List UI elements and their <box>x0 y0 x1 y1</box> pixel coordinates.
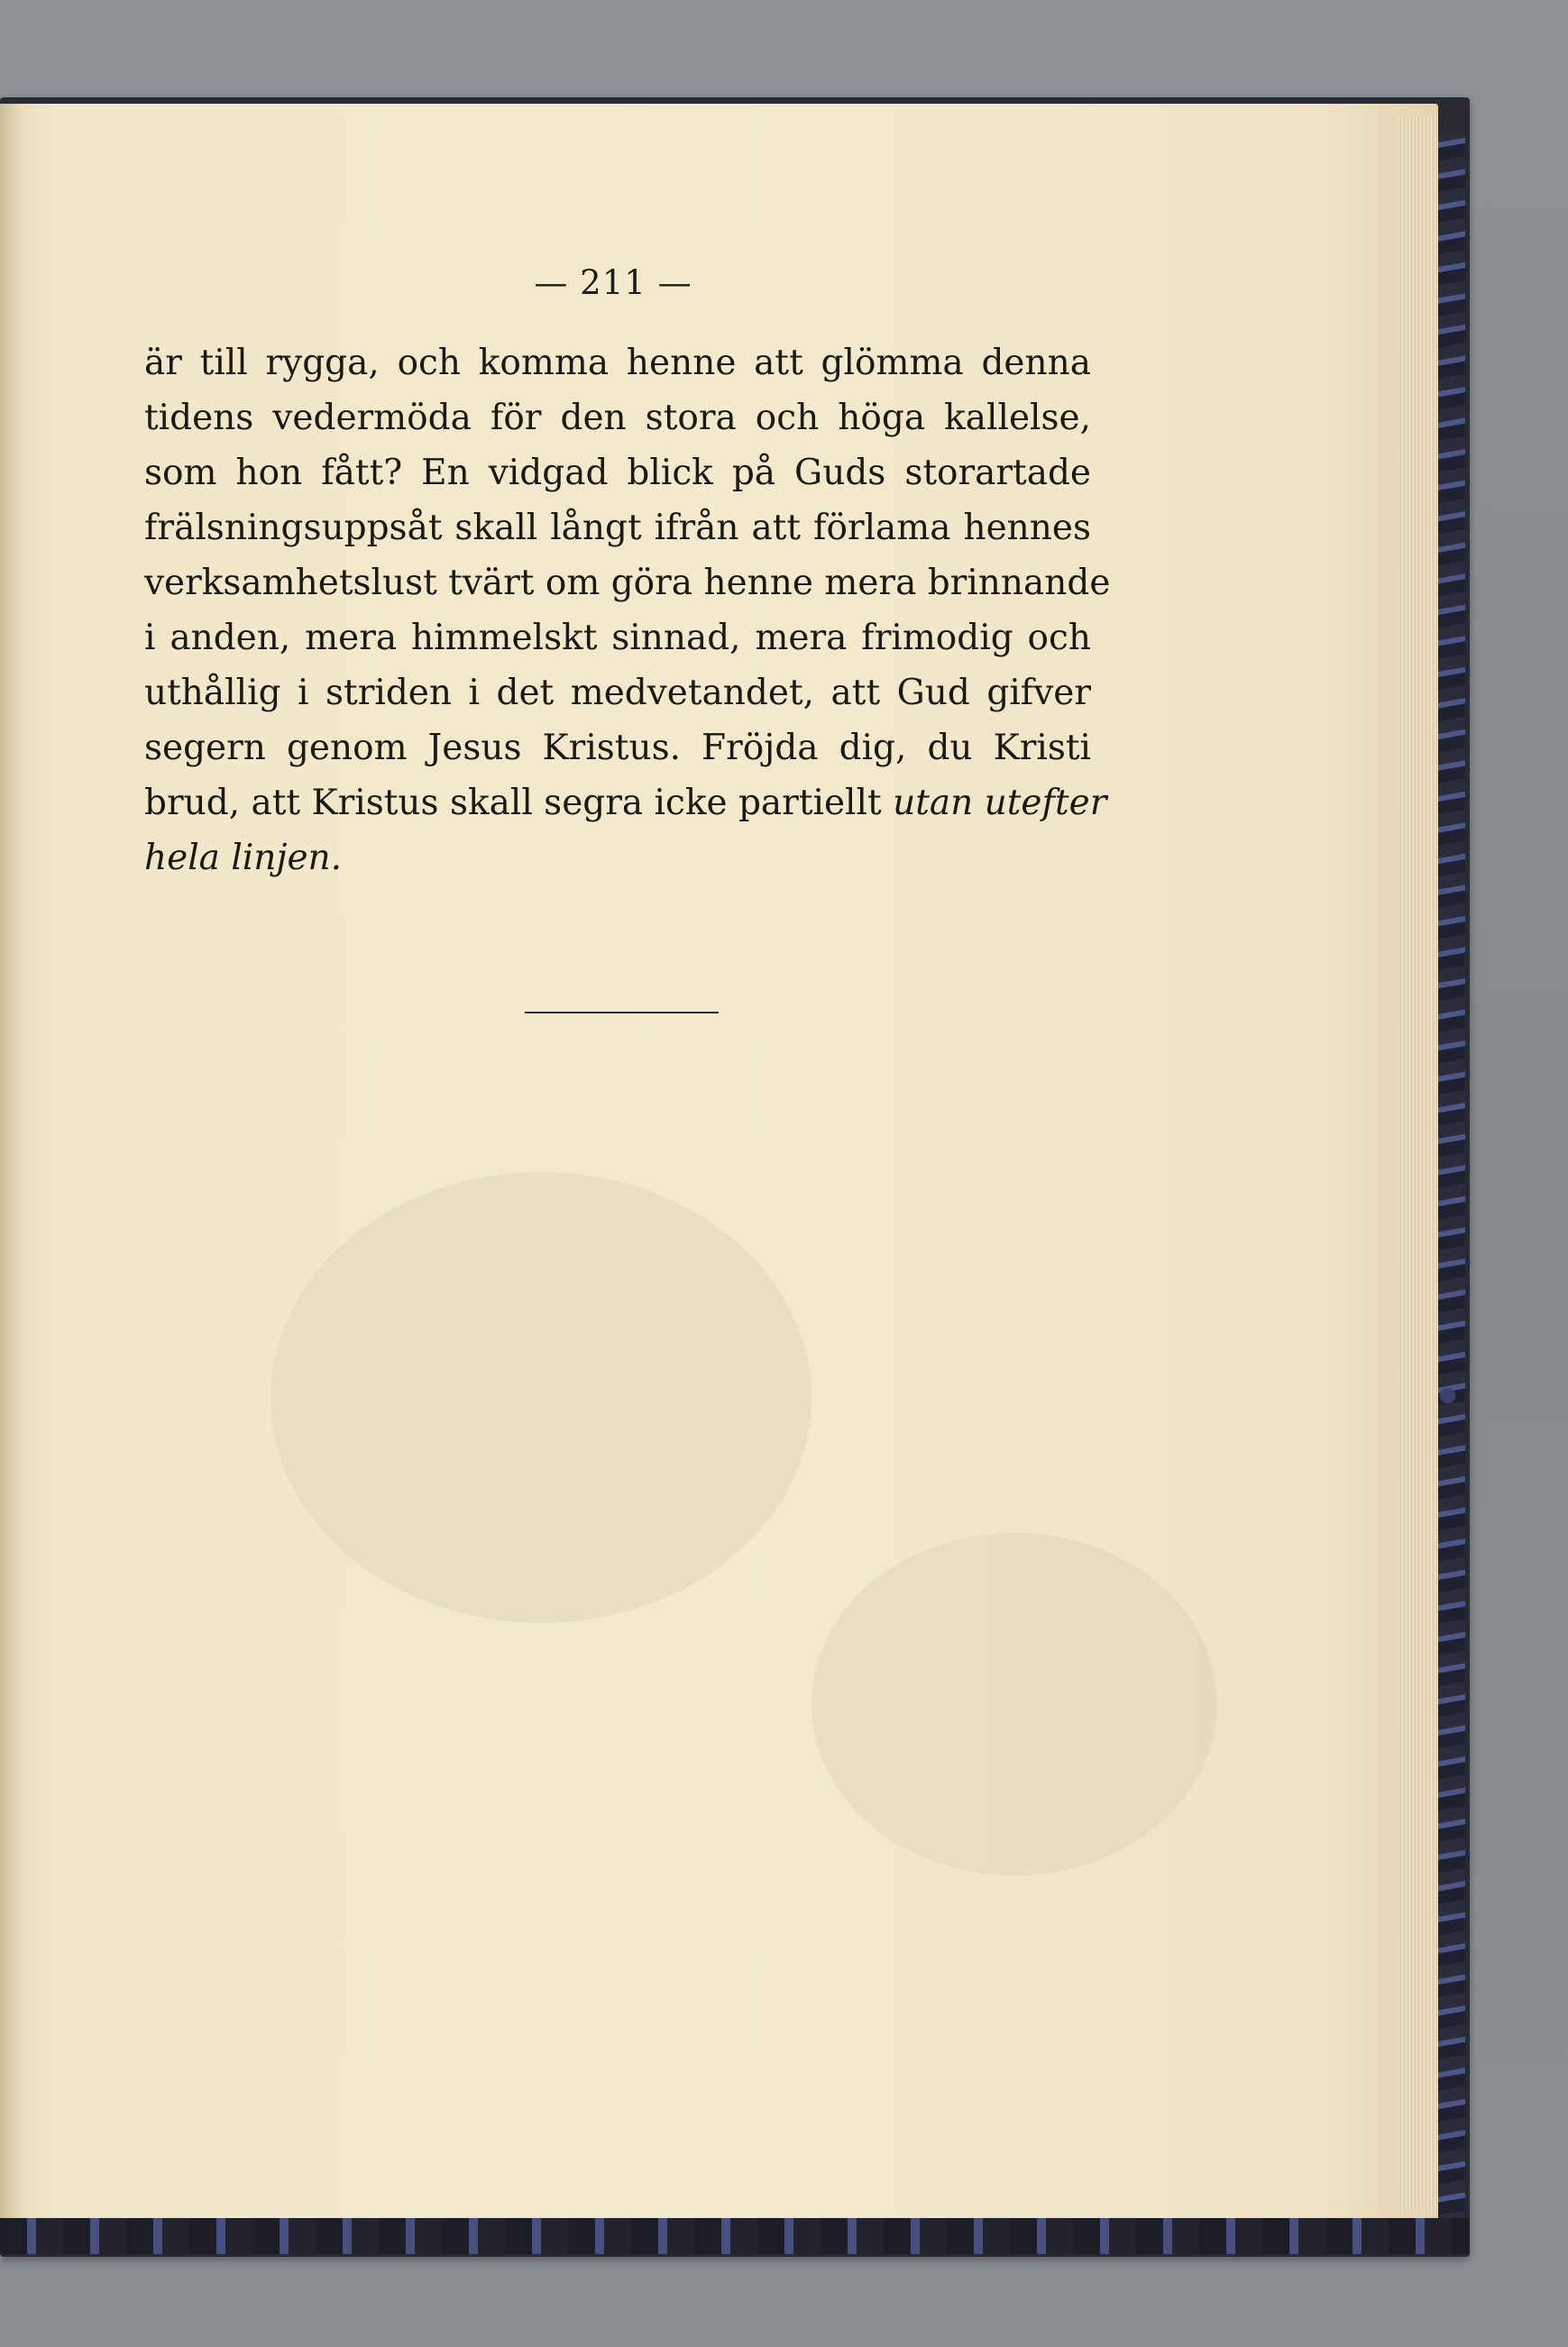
text-line: segern genom Jesus Kristus. Fröjda dig, du Kristi <box>144 728 1091 768</box>
text-line: är till rygga, och komma henne att glömma denna <box>144 343 1091 383</box>
paper-stain <box>271 1172 812 1623</box>
text-line: verksamhetslust tvärt om göra henne mera brinnande <box>144 563 1111 603</box>
paper-stain <box>812 1533 1217 1875</box>
page-number: — 211 — <box>534 263 692 302</box>
section-divider <box>525 1012 719 1013</box>
text-line: tidens vedermöda för den stora och höga kallelse, <box>144 398 1091 438</box>
text-line-italic-end: hela linjen. <box>144 838 343 878</box>
text-line: som hon fått? En vidgad blick på Guds storartade <box>144 453 1091 493</box>
page-edge <box>1398 113 1438 2214</box>
text-line: uthållig i striden i det medvetandet, att Gud gifver <box>144 673 1091 713</box>
text-line: i anden, mera himmelskt sinnad, mera frimodig och <box>144 618 1091 658</box>
page-gutter <box>0 104 20 2218</box>
text-line <box>144 775 1107 830</box>
text-line: frälsningsuppsåt skall långt ifrån att förlama hennes <box>144 508 1091 548</box>
text-line-roman: brud, att Kristus skall segra icke partiellt <box>144 783 894 823</box>
text-line-italic: utan utefter <box>893 783 1107 823</box>
page-body-text <box>144 335 1111 885</box>
cover-bottom-edge <box>0 2218 1470 2254</box>
